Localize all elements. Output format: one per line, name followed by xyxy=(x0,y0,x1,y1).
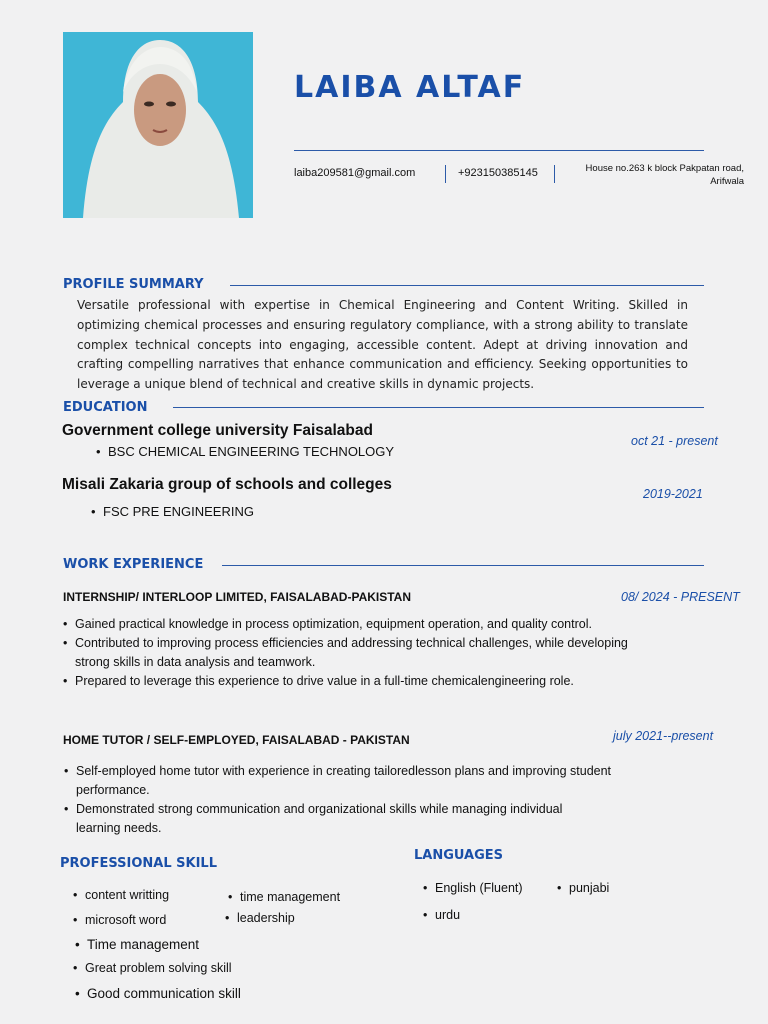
contact-separator xyxy=(445,165,446,183)
section-divider xyxy=(230,285,704,286)
job-title: INTERNSHIP/ INTERLOOP LIMITED, FAISALABAD-PAKISTAN xyxy=(63,590,412,604)
job-bullet: • Contributed to improving process efficiencies and addressing technical challenges, while developing xyxy=(75,634,628,653)
language-item: • punjabi xyxy=(569,881,609,895)
candidate-name: LAIBA ALTAF xyxy=(294,70,526,105)
education-date: oct 21 - present xyxy=(631,434,718,448)
language-item: • urdu xyxy=(435,908,460,922)
education-org: Government college university Faisalabad xyxy=(62,422,373,439)
skill-item: • Good communication skill xyxy=(87,986,241,1001)
professional-skill-heading: PROFESSIONAL SKILL xyxy=(60,856,217,871)
profile-summary-heading: PROFILE SUMMARY xyxy=(63,277,204,292)
phone-text: +923150385145 xyxy=(458,167,538,179)
skill-item: • leadership xyxy=(237,911,295,925)
languages-heading: LANGUAGES xyxy=(414,848,504,863)
address-text xyxy=(560,162,744,188)
job-bullet: • Self-employed home tutor with experience in creating tailoredlesson plans and improving student xyxy=(76,762,611,781)
skill-item: • content writting xyxy=(85,888,169,902)
job-bullet-continuation: learning needs. xyxy=(76,821,162,835)
job-bullet: • Prepared to leverage this experience to drive value in a full-time chemicalengineering role. xyxy=(75,672,574,691)
header-divider xyxy=(294,150,704,151)
skill-item: • microsoft word xyxy=(85,913,166,927)
address-line-2: Arifwala xyxy=(710,176,744,187)
job-bullet: • Gained practical knowledge in process optimization, equipment operation, and quality control. xyxy=(75,615,592,634)
education-degree: • FSC PRE ENGINEERING xyxy=(103,504,254,519)
skill-item: • Time management xyxy=(87,937,199,952)
work-experience-heading: WORK EXPERIENCE xyxy=(63,557,204,572)
job-bullet: • Demonstrated strong communication and organizational skills while managing individual xyxy=(76,800,562,819)
job-date: 08/ 2024 - PRESENT xyxy=(621,590,740,604)
job-bullet-continuation: performance. xyxy=(76,783,150,797)
job-title: HOME TUTOR / SELF-EMPLOYED, FAISALABAD - PAKISTAN xyxy=(63,733,410,747)
section-divider xyxy=(173,407,704,408)
skill-item: • time management xyxy=(240,890,340,904)
contact-separator xyxy=(554,165,555,183)
address-line-1: House no.263 k block Pakpatan road, xyxy=(585,163,744,174)
language-item: • English (Fluent) xyxy=(435,881,523,895)
profile-summary-text: Versatile professional with expertise in Chemical Engineering and Content Writing. Skilled in optimizing chemical processes and ensuring regulatory compliance, with a strong ability to translate complex technical concepts into engaging, accessible content. Adept at driving innovation and crafting compelling narratives that enhance communication and efficiency. Seeking opportunities to leverage a unique blend of technical and creative skills in dynamic projects. xyxy=(77,298,688,392)
skill-item: • Great problem solving skill xyxy=(85,961,232,975)
education-heading: EDUCATION xyxy=(63,400,148,415)
education-date: 2019-2021 xyxy=(643,487,703,501)
job-bullet-continuation: strong skills in data analysis and teamwork. xyxy=(75,655,316,669)
profile-photo xyxy=(63,32,253,218)
job-date: july 2021--present xyxy=(613,729,714,743)
education-degree: • BSC CHEMICAL ENGINEERING TECHNOLOGY xyxy=(108,444,394,459)
email-text: laiba209581@gmail.com xyxy=(294,167,416,179)
section-divider xyxy=(222,565,704,566)
education-org: Misali Zakaria group of schools and colleges xyxy=(62,476,392,493)
